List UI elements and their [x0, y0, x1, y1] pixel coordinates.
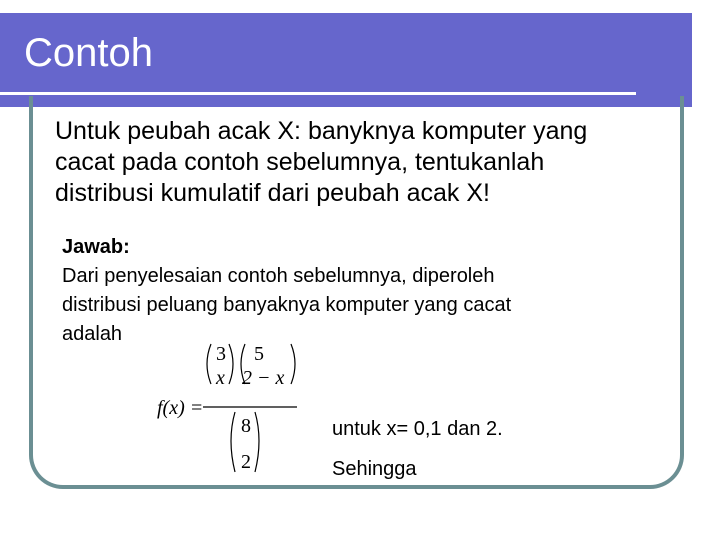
answer-heading: Jawab:	[62, 236, 130, 258]
answer-line: Dari penyelesaian contoh sebelumnya, diperoleh	[62, 265, 495, 287]
condition-text: untuk x= 0,1 dan 2.	[332, 418, 503, 440]
binom2-bottom: 2 − x	[242, 367, 285, 389]
binom3-top: 8	[241, 415, 251, 437]
formula-lhs: f(x) =	[157, 397, 204, 419]
answer-line: adalah	[62, 323, 123, 345]
answer-block	[62, 233, 642, 349]
binom1-bottom: x	[216, 367, 225, 389]
binom2-top: 5	[254, 343, 264, 365]
question-text	[55, 116, 675, 209]
conclusion-text: Sehingga	[332, 458, 417, 480]
formula	[155, 340, 315, 480]
header-divider	[0, 92, 636, 95]
slide-title: Contoh	[24, 31, 153, 75]
binom3-bottom: 2	[241, 451, 251, 473]
binom1-top: 3	[216, 343, 226, 365]
answer-line: distribusi peluang banyaknya komputer yang cacat	[62, 294, 512, 316]
question-line: Untuk peubah acak X: banyknya komputer yang	[55, 117, 588, 145]
question-line: distribusi kumulatif dari peubah acak X!	[55, 179, 490, 207]
question-line: cacat pada contoh sebelumnya, tentukanlah	[55, 148, 545, 176]
